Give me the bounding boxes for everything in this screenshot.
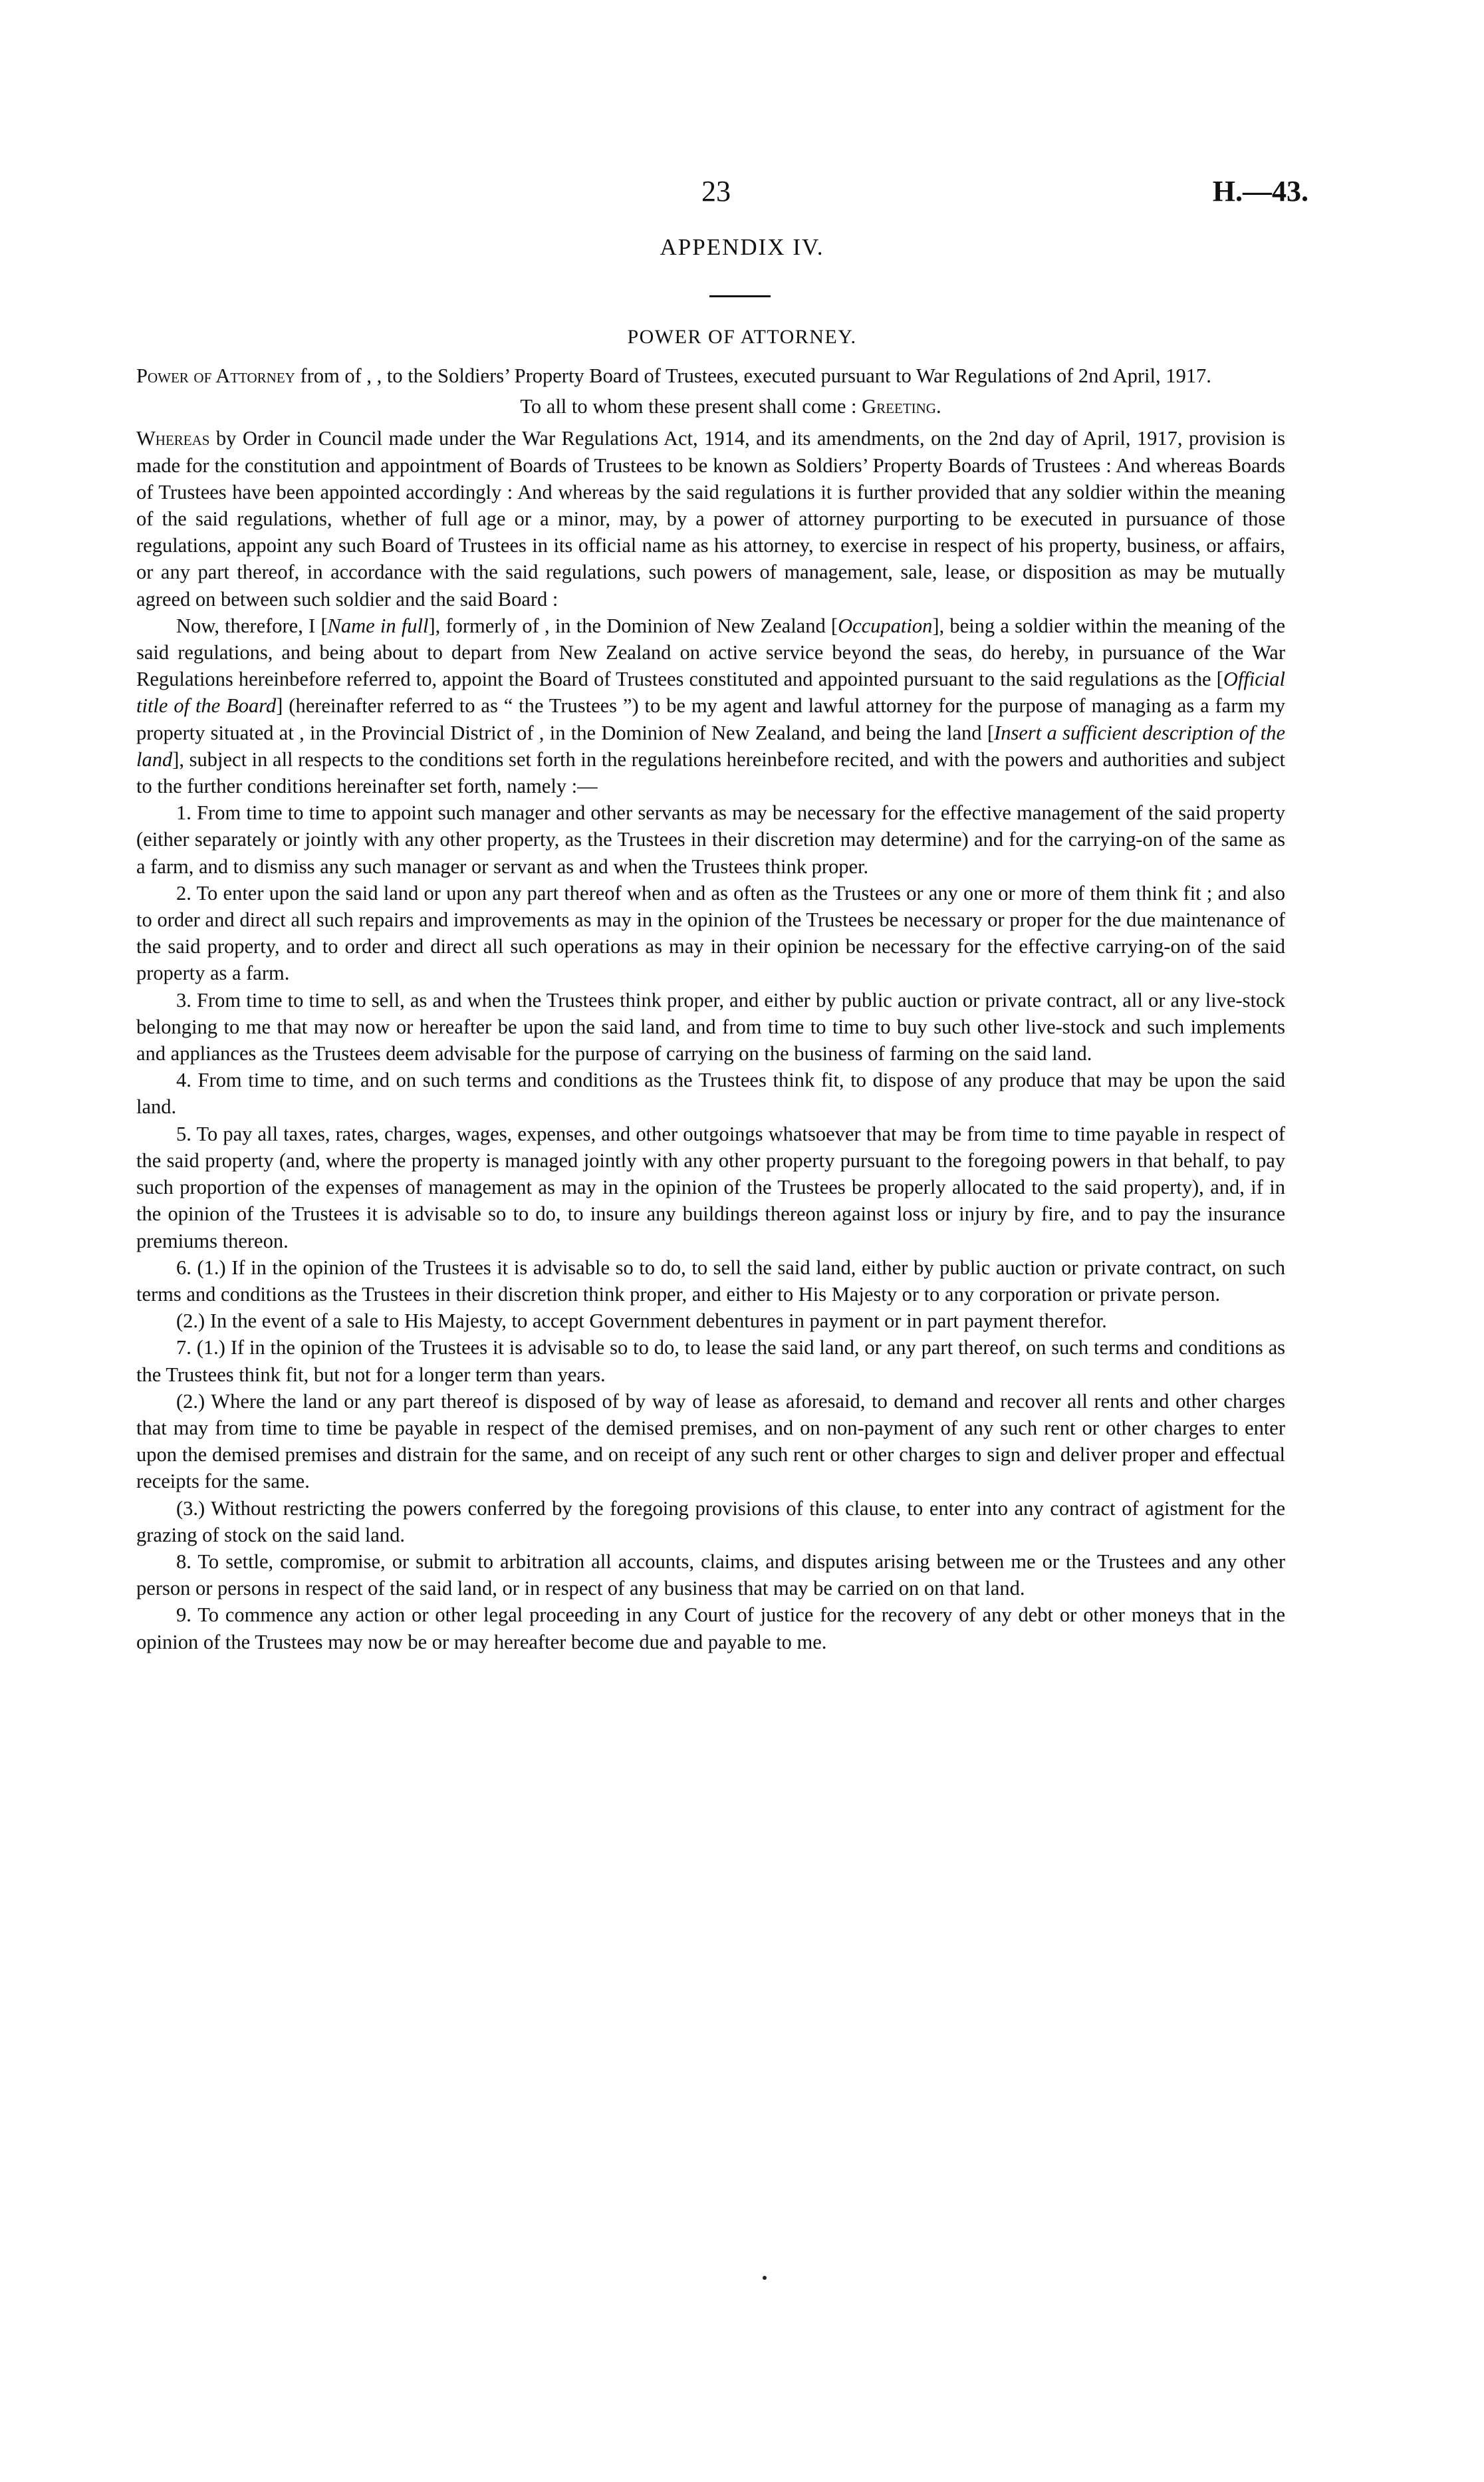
- page-number: 23: [701, 175, 731, 207]
- heading-text: from of , , to the Soldiers’ Property Board of Trustees, executed pursuant to War Regulations of 2nd April, 1917.: [295, 364, 1211, 387]
- operative-text: ], subject in all respects to the conditions set forth in the regulations hereinbefore recited, and with the powers and authorities and subject to the further conditions hereinafter set forth, namely :—: [136, 748, 1285, 798]
- clause-paragraph: (2.) Where the land or any part thereof is disposed of by way of lease as aforesaid, to demand and recover all rents and other charges that may from time to time be payable in respect of the demised premises, and on non-payment of any such rent or other charges to enter upon the demised premises and distrain for the same, and on receipt of any such rent or other charges to sign and deliver proper and effectual receipts for the same.: [136, 1389, 1285, 1493]
- clause-paragraph: 8. To settle, compromise, or submit to arbitration all accounts, claims, and disputes arising between me or the Trustees and any other person or persons in respect of the said land, or in respect of any business that may be carried on on that land.: [136, 1550, 1285, 1600]
- clause-paragraph: (3.) Without restricting the powers conferred by the foregoing provisions of this clause, to enter into any contract of agistment for the grazing of stock on the said land.: [136, 1496, 1285, 1546]
- form-heading: [136, 362, 1285, 389]
- clause-paragraph: 9. To commence any action or other legal proceeding in any Court of justice for the recovery of any debt or other moneys that in the opinion of the Trustees may now be or may hereafter become due and payable to me.: [136, 1603, 1285, 1653]
- clause-paragraph: 2. To enter upon the said land or upon any part thereof when and as often as the Trustees or any one or more of them think fit ; and also to order and direct all such repairs and improvements as may in the opinion of the Trustees be necessary or proper for the due maintenance of the said property, and to order and direct all such operations as may in their opinion be necessary for the effective carrying-on of the said property as a farm.: [136, 881, 1285, 985]
- title-divider: [709, 295, 771, 297]
- operative-text: Now, therefore, I [: [176, 614, 328, 637]
- recital-lead: Whereas: [136, 427, 210, 450]
- recital-text: by Order in Council made under the War Regulations Act, 1914, and its amendments, on the 2nd day of April, 1917, provision is made for the constitution and appointment of Boards of Trustees to be known as Soldiers’ Property Boards of Trustees : And whereas Boards of Trustees have been appointed accordingly : And whereas by the said regulations it is further provided that any soldier within the meaning of the said regulations, whether of full age or a minor, may, by a power of attorney purporting to be executed in pursuance of those regulations, appoint any such Board of Trustees in its official name as his attorney, to exercise in respect of his property, business, or affairs, or any part thereof, in accordance with the said regulations, such powers of management, sale, lease, or disposition as may be mutually agreed on between such soldier and the said Board :: [136, 427, 1285, 611]
- operative-placeholder: Name in full: [327, 614, 429, 637]
- operative-text: ], being a soldier within the meaning of the said regulations, and being about to depart from New Zealand on active service beyond the seas, do hereby, in pursuance of the War Regulations hereinbefore referred to, appoint the Board of Trustees constituted and appointed pursuant to the said regulations as the [: [136, 614, 1285, 691]
- operative-text: ] (hereinafter referred to as “ the Trustees ”) to be my agent and lawful attorney for the purpose of managing as a farm my property situated at , in the Provincial District of , in the Dominion of New Zealand, and being the land [: [136, 694, 1285, 744]
- heading-lead: Power of Attorney: [136, 364, 295, 387]
- recital-paragraph: [136, 425, 1285, 612]
- clause-paragraph: 6. (1.) If in the opinion of the Trustees it is advisable so to do, to sell the said land, either by public auction or private contract, on such terms and conditions as the Trustees in their discretion think proper, and either to His Majesty or to any corporation or private person.: [136, 1256, 1285, 1306]
- clause-paragraph: (2.) In the event of a sale to His Majesty, to accept Government debentures in payment or in part payment therefor.: [176, 1310, 1107, 1333]
- page-mark: [763, 2276, 767, 2280]
- document-body: [136, 362, 1285, 1655]
- clause-paragraph: 3. From time to time to sell, as and when the Trustees think proper, and either by public auction or private contract, all or any live-stock belonging to me that may now or hereafter be upon the said land, and from time to time to buy such other live-stock and such implements and appliances as the Trustees deem advisable for the purpose of carrying on the business of farming on the said land.: [136, 988, 1285, 1065]
- greeting-word: Greeting.: [862, 395, 941, 418]
- form-title: POWER OF ATTORNEY.: [627, 326, 857, 348]
- appendix-title: APPENDIX IV.: [660, 234, 824, 260]
- operative-placeholder: Occupation: [838, 614, 933, 637]
- operative-placeholder: Official title of the Board: [136, 668, 1285, 718]
- document-reference: H.—43.: [1212, 175, 1308, 207]
- clause-paragraph: 7. (1.) If in the opinion of the Trustees it is advisable so to do, to lease the said land, or any part thereof, on such terms and conditions as the Trustees think fit, but not for a longer term than years.: [136, 1336, 1285, 1386]
- operative-text: ], formerly of , in the Dominion of New Zealand [: [428, 614, 838, 637]
- clause-paragraph: 5. To pay all taxes, rates, charges, wages, expenses, and other outgoings whatsoever that may be from time to time payable in respect of the said property (and, where the property is managed jointly with any other property pursuant to the foregoing powers in that behalf, to pay such proportion of the expenses of management as may in the opinion of the Trustees be properly allocated to the said property), and, if in the opinion of the Trustees it is advisable so to do, to insure any buildings thereon against loss or injury by fire, and to pay the insurance premiums thereon.: [136, 1122, 1285, 1252]
- operative-paragraph: [136, 613, 1285, 799]
- greeting-text: To all to whom these present shall come :: [520, 395, 862, 418]
- clause-paragraph: 1. From time to time to appoint such manager and other servants as may be necessary for the effective management of the said property (either separately or jointly with any other property, as the Trustees in their discretion may determine) and for the carrying-on of the same as a farm, and to dismiss any such manager or servant as and when the Trustees think proper.: [136, 801, 1285, 878]
- clause-paragraph: 4. From time to time, and on such terms and conditions as the Trustees think fit, to dispose of any produce that may be upon the said land.: [136, 1069, 1285, 1119]
- greeting-line: [136, 393, 1285, 420]
- operative-placeholder: Insert a sufficient description of the land: [136, 721, 1285, 771]
